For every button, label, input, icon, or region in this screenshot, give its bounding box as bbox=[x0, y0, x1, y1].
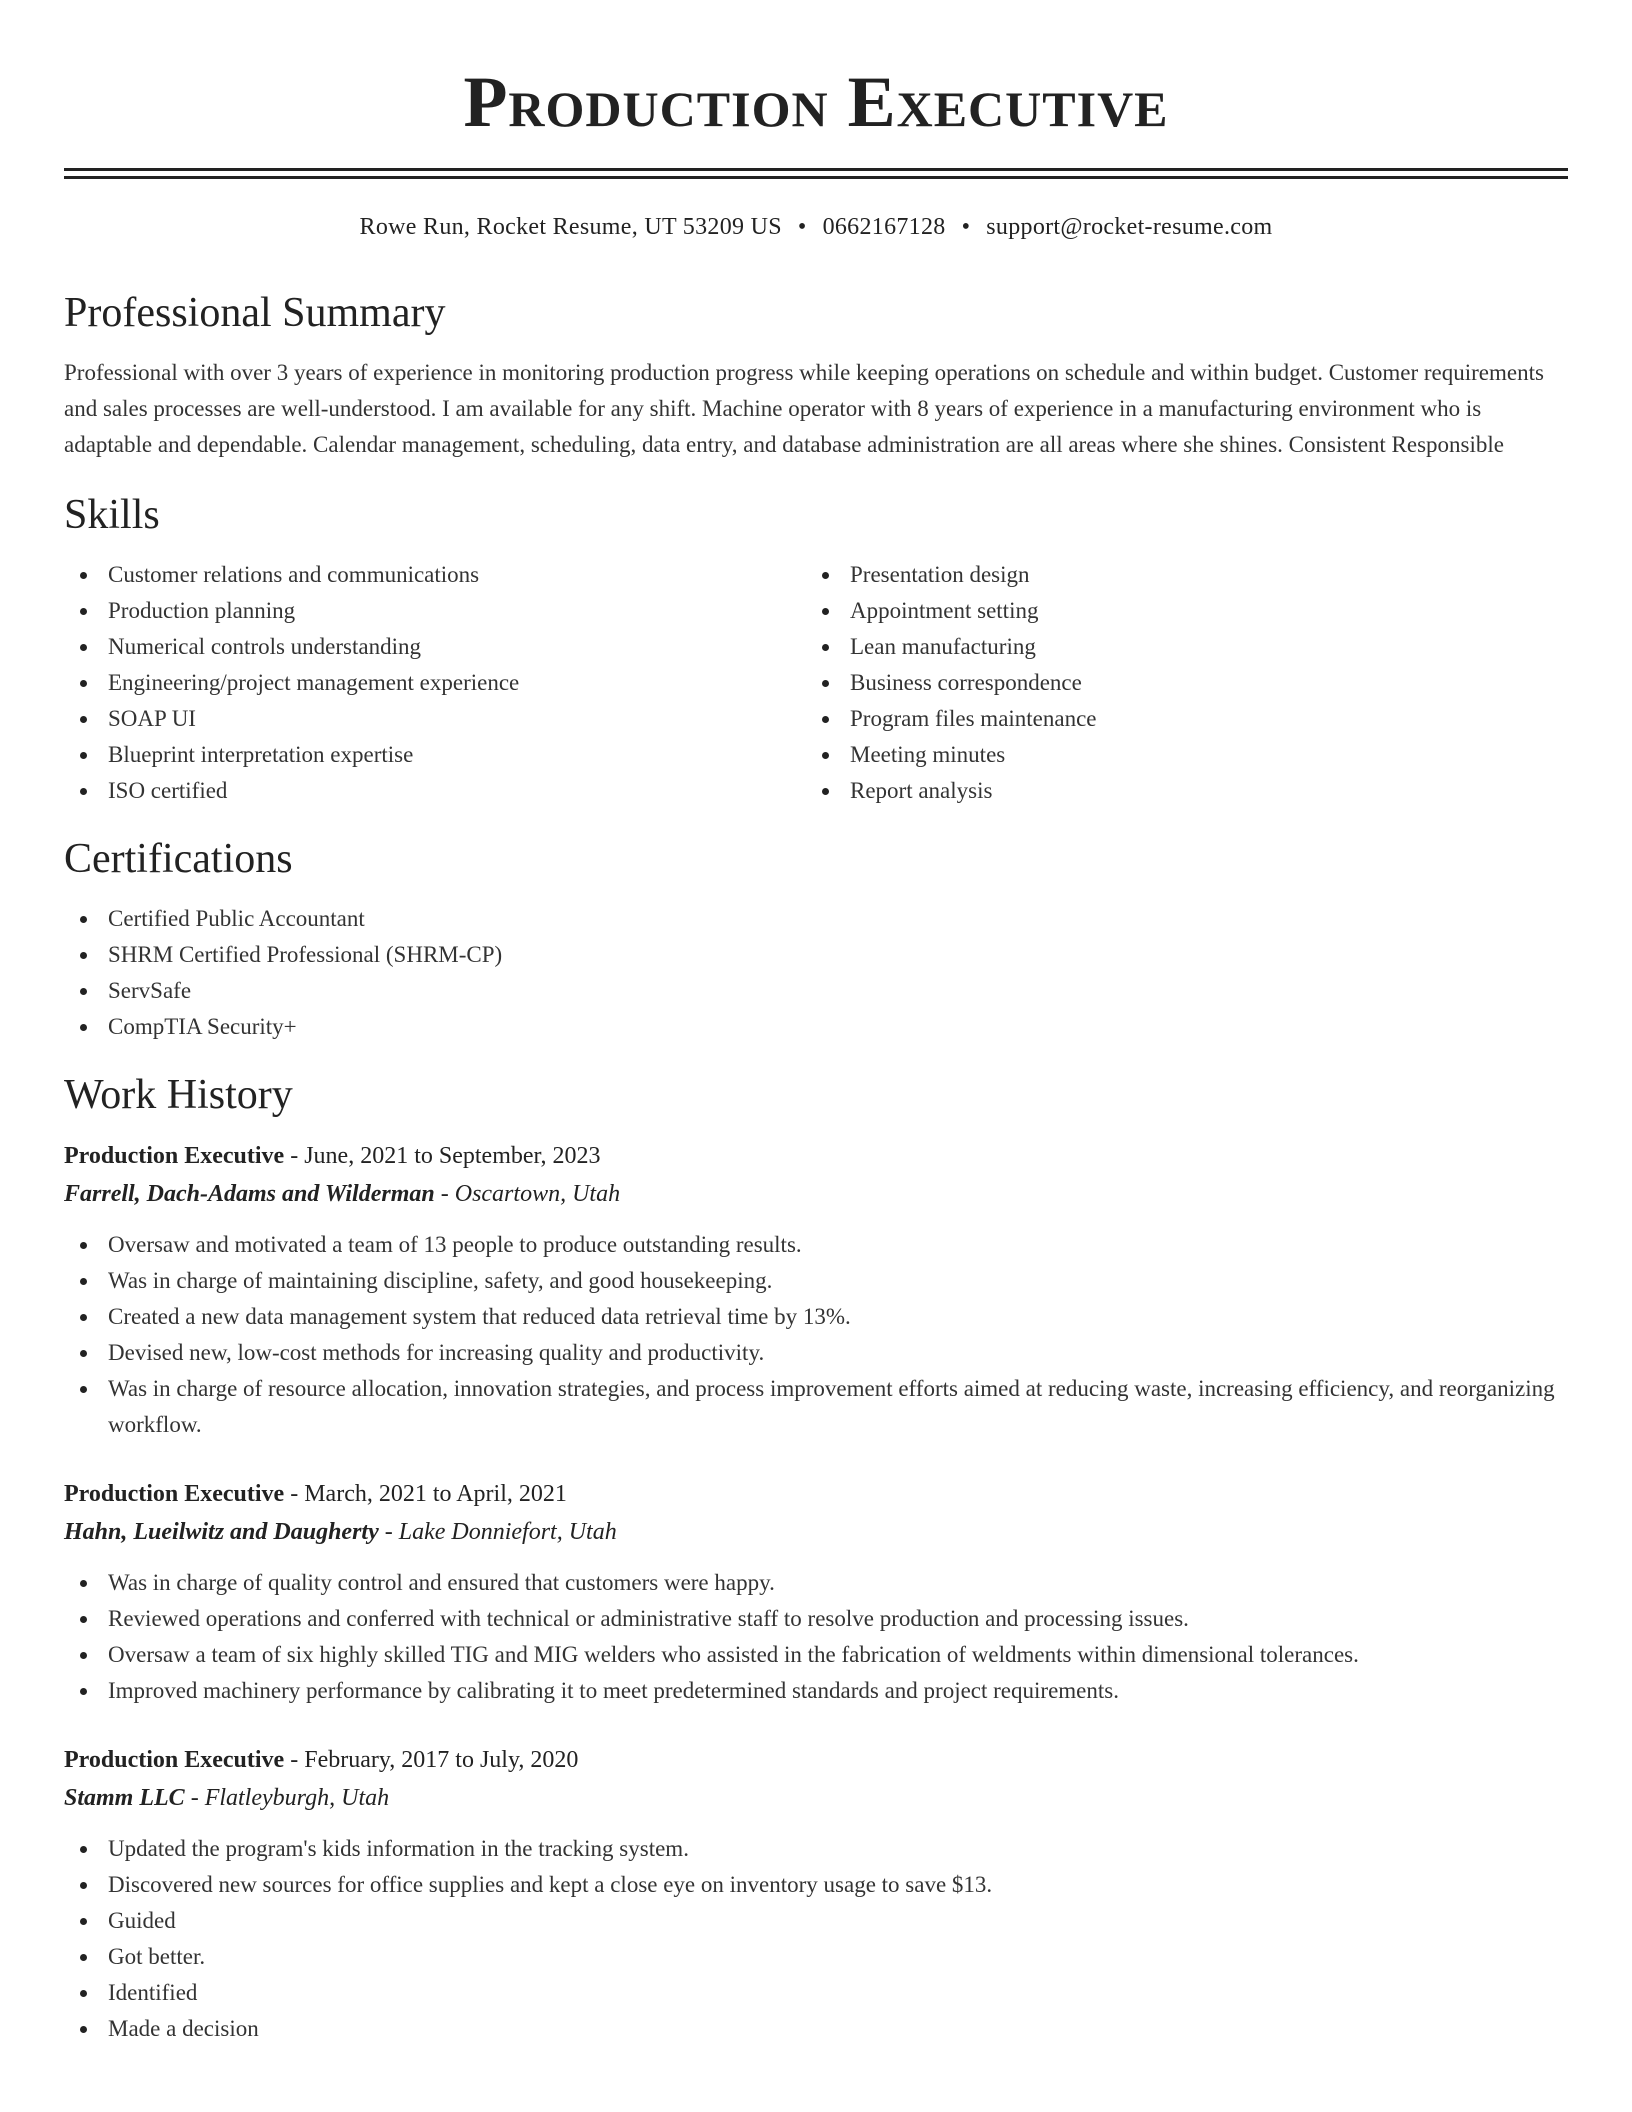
company-line: Farrell, Dach-Adams and Wilderman - Oscartown, Utah bbox=[64, 1181, 621, 1207]
job-title-line: Production Executive - June, 2021 to September, 2023 bbox=[64, 1143, 601, 1169]
company-location: Oscartown, Utah bbox=[454, 1181, 621, 1207]
summary-heading: Professional Summary bbox=[64, 290, 446, 336]
job-title: Production Executive bbox=[64, 1747, 285, 1773]
job-bullet: Was in charge of resource allocation, innovation strategies, and process improvement efforts aimed at reducing waste, increasing efficiency, and reorganizing workflow. bbox=[64, 1371, 1568, 1443]
company-name: Stamm LLC bbox=[64, 1785, 185, 1811]
skill-item: ISO certified bbox=[64, 773, 806, 809]
certification-item: Certified Public Accountant bbox=[64, 901, 1568, 937]
company-name: Farrell, Dach-Adams and Wilderman bbox=[64, 1181, 435, 1207]
resume-title: Production Executive bbox=[463, 62, 1169, 142]
skills-list-left bbox=[64, 557, 806, 809]
job-bullet: Guided bbox=[64, 1903, 1568, 1939]
job-entry bbox=[64, 1741, 1568, 2047]
job-dates: June, 2021 to September, 2023 bbox=[304, 1143, 601, 1169]
skill-item: Business correspondence bbox=[806, 665, 1548, 701]
skill-item: Customer relations and communications bbox=[64, 557, 806, 593]
title-divider-thin bbox=[64, 176, 1568, 179]
job-bullet: Improved machinery performance by calibrating it to meet predetermined standards and project requirements. bbox=[64, 1673, 1568, 1709]
contact-address: Rowe Run, Rocket Resume, UT 53209 US bbox=[359, 214, 782, 240]
job-bullets bbox=[64, 1565, 1568, 1709]
contact-separator: • bbox=[961, 214, 971, 240]
job-bullet: Discovered new sources for office supplies and kept a close eye on inventory usage to save $13. bbox=[64, 1867, 1568, 1903]
contact-separator: • bbox=[797, 214, 807, 240]
skill-item: Numerical controls understanding bbox=[64, 629, 806, 665]
skill-item: Meeting minutes bbox=[806, 737, 1548, 773]
contact-phone: 0662167128 bbox=[822, 214, 946, 240]
job-entry bbox=[64, 1475, 1568, 1709]
work-history-heading: Work History bbox=[64, 1072, 293, 1118]
skill-item: Report analysis bbox=[806, 773, 1548, 809]
skill-item: Blueprint interpretation expertise bbox=[64, 737, 806, 773]
job-dates: February, 2017 to July, 2020 bbox=[304, 1747, 579, 1773]
job-bullets bbox=[64, 1227, 1568, 1443]
company-line: Hahn, Lueilwitz and Daugherty - Lake Donniefort, Utah bbox=[64, 1519, 617, 1545]
company-line: Stamm LLC - Flatleyburgh, Utah bbox=[64, 1785, 390, 1811]
job-bullet: Devised new, low-cost methods for increasing quality and productivity. bbox=[64, 1335, 1568, 1371]
skill-item: Production planning bbox=[64, 593, 806, 629]
job-bullet: Was in charge of quality control and ensured that customers were happy. bbox=[64, 1565, 1568, 1601]
certification-item: CompTIA Security+ bbox=[64, 1009, 1568, 1045]
skill-item: Presentation design bbox=[806, 557, 1548, 593]
company-location: Lake Donniefort, Utah bbox=[398, 1519, 617, 1545]
job-title-line: Production Executive - February, 2017 to July, 2020 bbox=[64, 1747, 579, 1773]
certification-item: SHRM Certified Professional (SHRM-CP) bbox=[64, 937, 1568, 973]
job-title: Production Executive bbox=[64, 1143, 285, 1169]
job-dates: March, 2021 to April, 2021 bbox=[304, 1481, 567, 1507]
job-bullet: Made a decision bbox=[64, 2011, 1568, 2047]
certification-item: ServSafe bbox=[64, 973, 1568, 1009]
job-bullet: Created a new data management system that reduced data retrieval time by 13%. bbox=[64, 1299, 1568, 1335]
skill-item: Program files maintenance bbox=[806, 701, 1548, 737]
certifications-heading: Certifications bbox=[64, 836, 293, 882]
job-title: Production Executive bbox=[64, 1481, 285, 1507]
skills-list-right bbox=[806, 557, 1548, 809]
skill-item: Lean manufacturing bbox=[806, 629, 1548, 665]
job-bullet: Updated the program's kids information in the tracking system. bbox=[64, 1831, 1568, 1867]
job-bullet: Oversaw a team of six highly skilled TIG and MIG welders who assisted in the fabrication of weldments within dimensional tolerances. bbox=[64, 1637, 1568, 1673]
job-bullet: Got better. bbox=[64, 1939, 1568, 1975]
company-name: Hahn, Lueilwitz and Daugherty bbox=[64, 1519, 379, 1545]
job-bullets bbox=[64, 1831, 1568, 2047]
certifications-list bbox=[64, 901, 1568, 1045]
job-bullet: Identified bbox=[64, 1975, 1568, 2011]
contact-line bbox=[64, 211, 1568, 243]
summary-text: Professional with over 3 years of experience in monitoring production progress while keeping operations on schedule and within budget. Customer requirements and sales processes are well-understood. I am available for any shift. Machine operator with 8 years of experience in a manufacturing environment who is adaptable and dependable. Calendar management, scheduling, data entry, and database administration are all areas where she shines. Consistent Responsible bbox=[64, 360, 1544, 457]
job-entry bbox=[64, 1137, 1568, 1443]
job-title-line: Production Executive - March, 2021 to April, 2021 bbox=[64, 1481, 567, 1507]
skill-item: Engineering/project management experience bbox=[64, 665, 806, 701]
job-bullet: Oversaw and motivated a team of 13 people to produce outstanding results. bbox=[64, 1227, 1568, 1263]
contact-email: support@rocket-resume.com bbox=[986, 214, 1273, 240]
skills-heading: Skills bbox=[64, 492, 160, 538]
skill-item: Appointment setting bbox=[806, 593, 1548, 629]
company-location: Flatleyburgh, Utah bbox=[204, 1785, 390, 1811]
skills-columns bbox=[64, 557, 1568, 809]
job-bullet: Was in charge of maintaining discipline, safety, and good housekeeping. bbox=[64, 1263, 1568, 1299]
title-divider bbox=[64, 168, 1568, 171]
job-bullet: Reviewed operations and conferred with technical or administrative staff to resolve production and processing issues. bbox=[64, 1601, 1568, 1637]
resume-page bbox=[64, 0, 1568, 2047]
skill-item: SOAP UI bbox=[64, 701, 806, 737]
